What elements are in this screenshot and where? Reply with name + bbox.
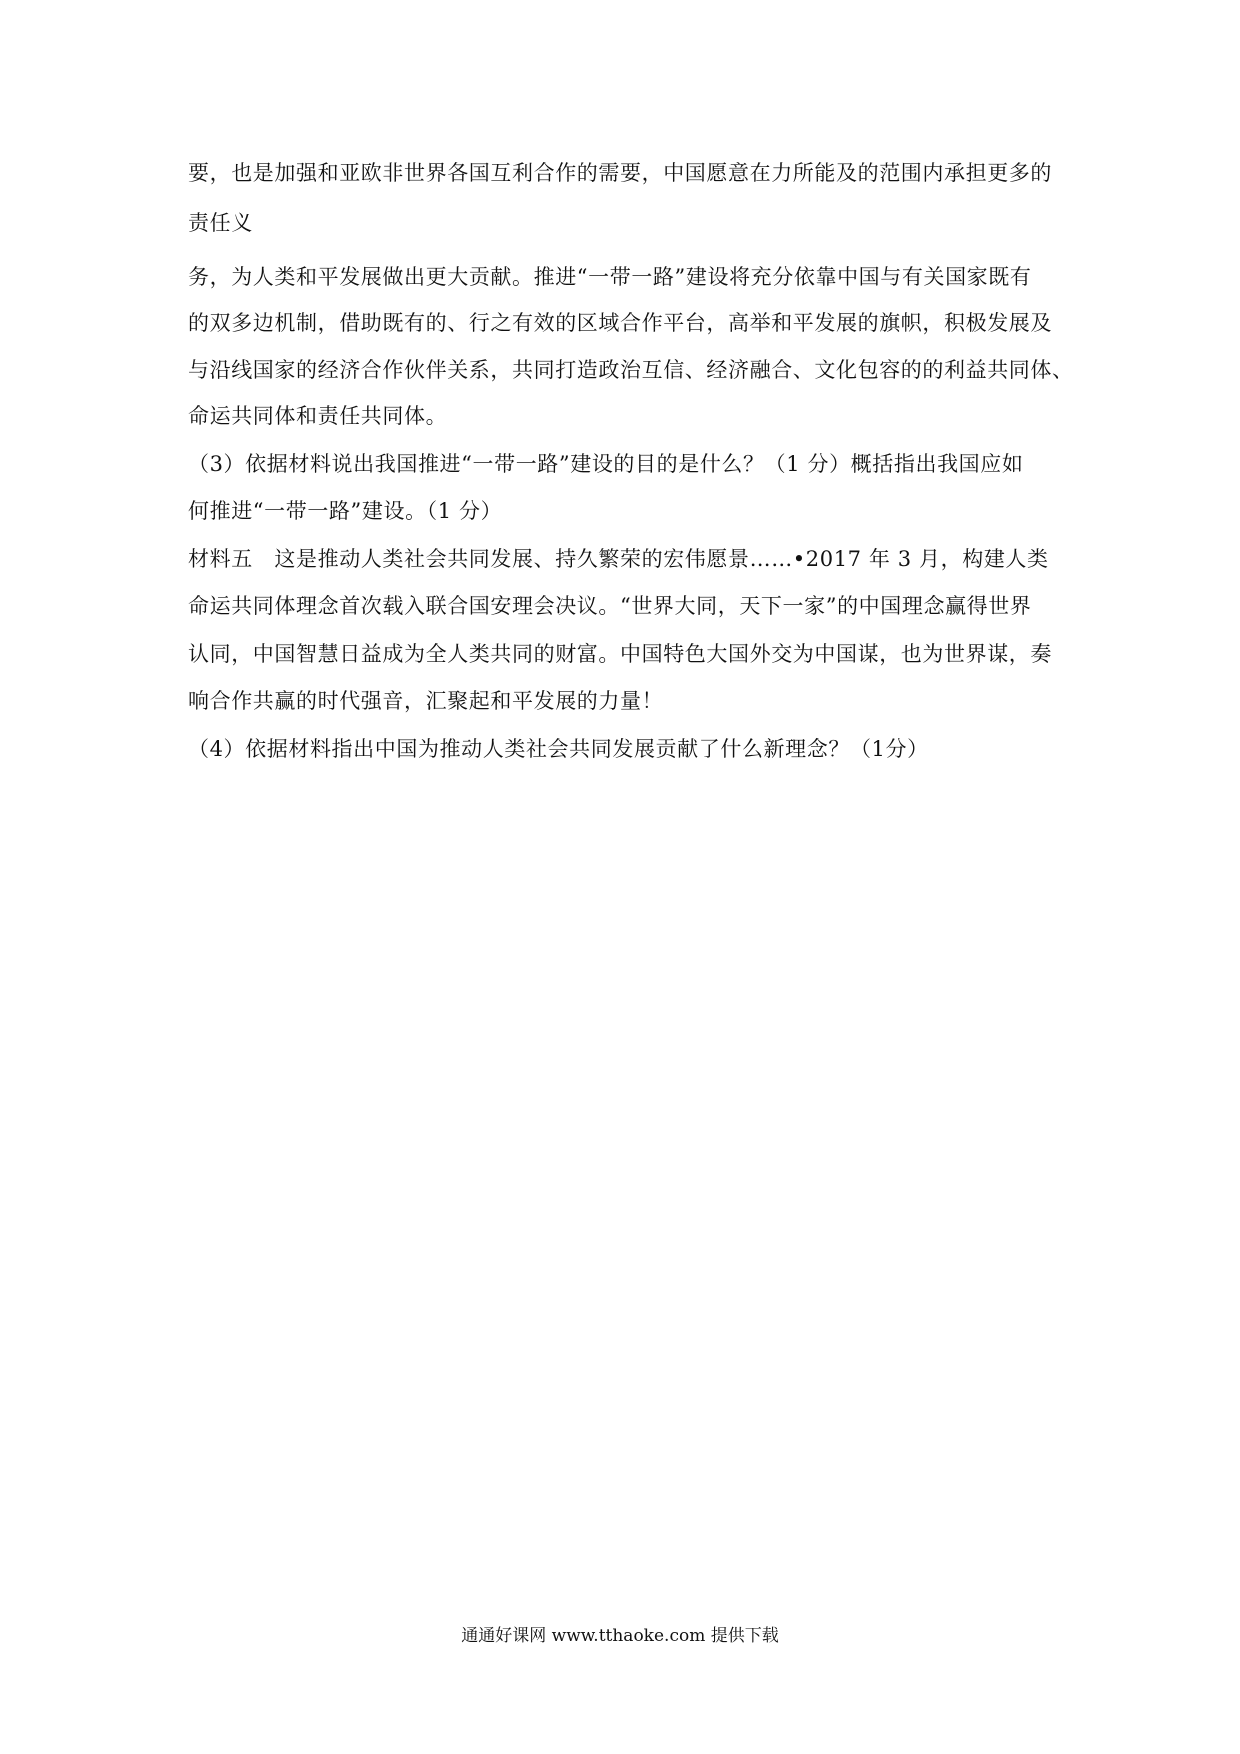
question-3-line-1: （3）依据材料说出我国推进“一带一路”建设的目的是什么？（1 分）概括指出我国应如 — [188, 452, 1024, 476]
text-line-2: 责任义 — [188, 211, 253, 235]
text-line-6: 命运共同体和责任共同体。 — [188, 404, 448, 428]
material-5-line-3: 认同，中国智慧日益成为全人类共同的财富。中国特色大国外交为中国谋，也为世界谋，奏 — [188, 642, 1052, 666]
material-5-line-2: 命运共同体理念首次载入联合国安理会决议。“世界大同，天下一家”的中国理念赢得世界 — [188, 594, 1032, 618]
text-line-3: 务，为人类和平发展做出更大贡献。推进“一带一路”建设将充分依靠中国与有关国家既有 — [188, 265, 1032, 289]
material-5-line-1: 材料五 这是推动人类社会共同发展、持久繁荣的宏伟愿景……•2017 年 3 月，构建人类 — [188, 547, 1049, 571]
text-line-5: 与沿线国家的经济合作伙伴关系，共同打造政治互信、经济融合、文化包容的的利益共同体、 — [188, 358, 1074, 382]
question-3-line-2: 何推进“一带一路”建设。（1 分） — [188, 499, 503, 523]
material-5-line-4: 响合作共赢的时代强音，汇聚起和平发展的力量！ — [188, 689, 664, 713]
text-line-1: 要，也是加强和亚欧非世界各国互利合作的需要，中国愿意在力所能及的范围内承担更多的 — [188, 161, 1052, 185]
question-4-line: （4）依据材料指出中国为推动人类社会共同发展贡献了什么新理念？（1分） — [188, 737, 929, 761]
page-footer: 通通好课网 www.tthaoke.com 提供下载 — [461, 1626, 779, 1646]
text-line-4: 的双多边机制，借助既有的、行之有效的区域合作平台，高举和平发展的旗帜，积极发展及 — [188, 311, 1052, 335]
